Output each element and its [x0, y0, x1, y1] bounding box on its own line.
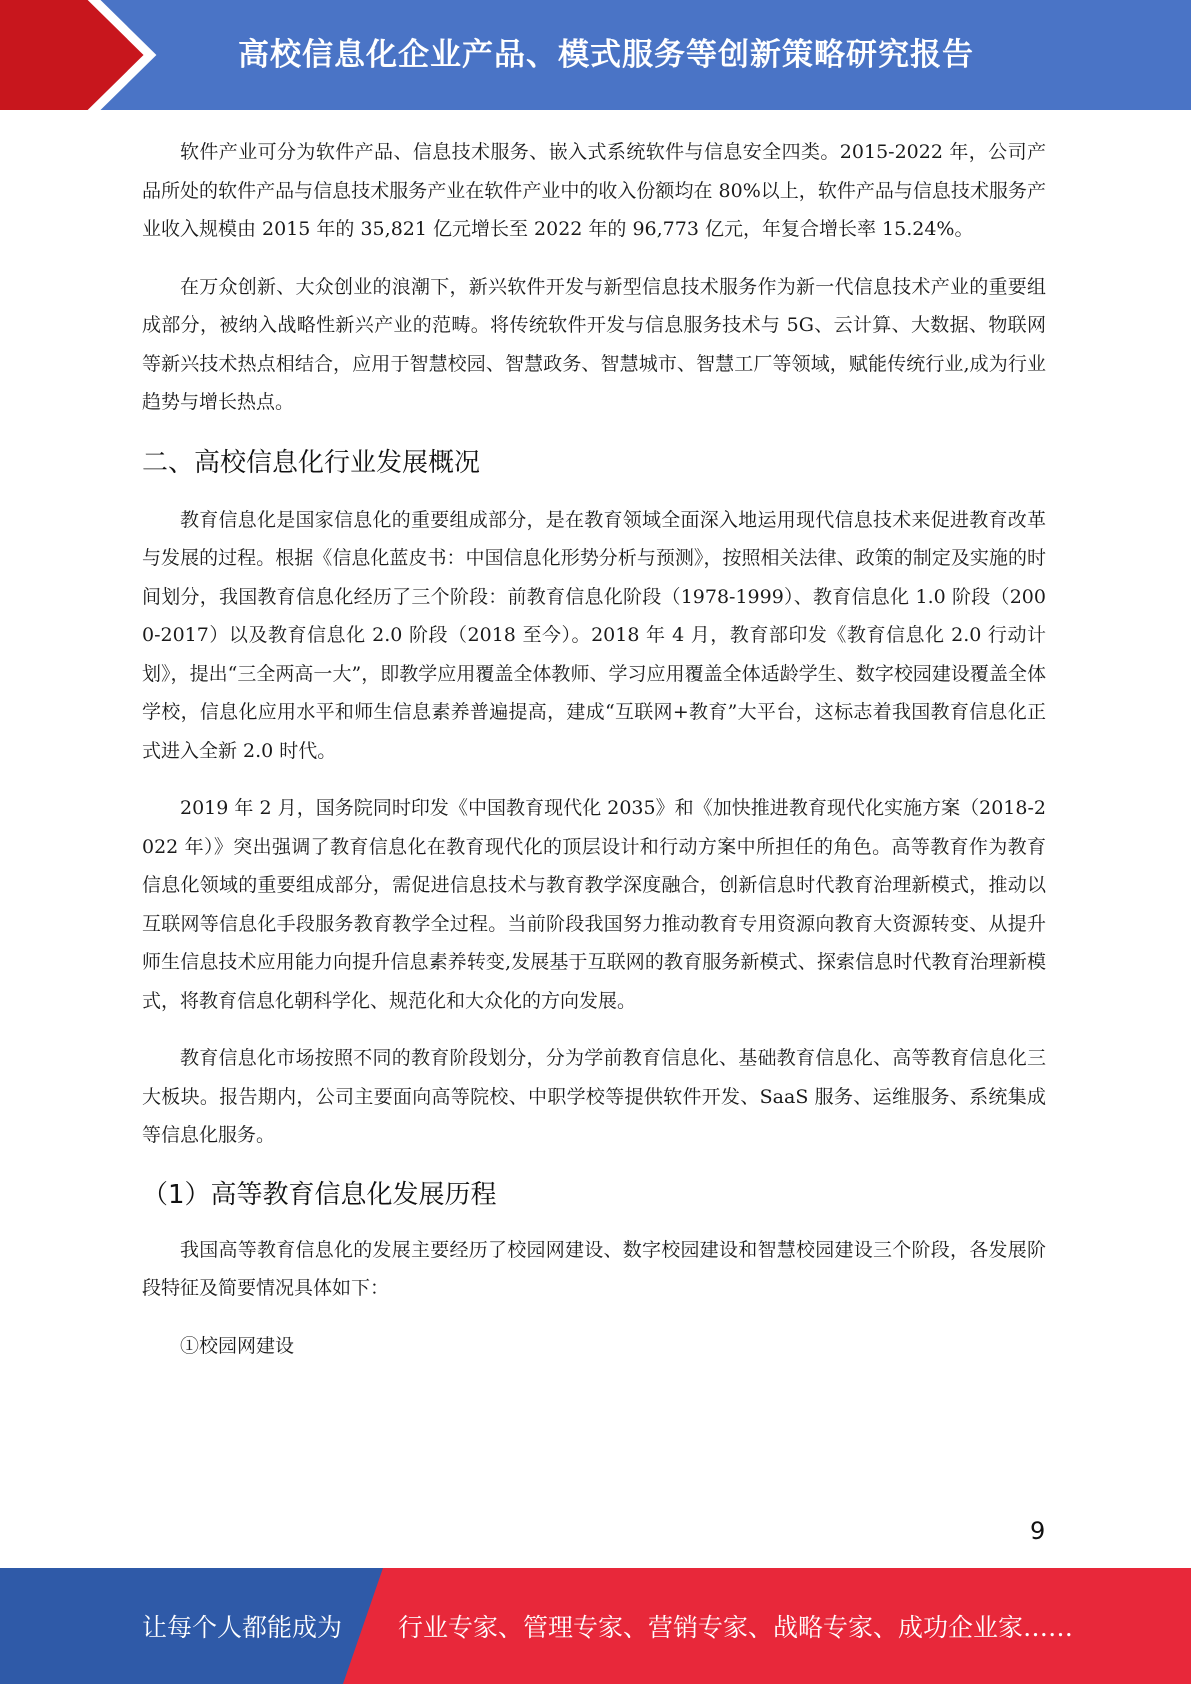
page-number: 9 — [1030, 1517, 1046, 1545]
document-body — [142, 133, 1046, 1365]
paragraph-education-modernization: 2019 年 2 月，国务院同时印发《中国教育现代化 2035》和《加快推进教育现代化实施方案（2018-2022 年）》突出强调了教育信息化在教育现代化的顶层设计和行动方案中所担任的角色。高等教育作为教育信息化领域的重要组成部分，需促进信息技术与教育教学深度融合，创新信息时代教育治理新模式，推动以互联网等信息化手段服务教育教学全过程。当前阶段我国努力推动教育专用资源向教育大资源转变、从提升师生信息技术应用能力向提升信息素养转变,发展基于互联网的教育服务新模式、探索信息时代教育治理新模式，将教育信息化朝科学化、规范化和大众化的方向发展。 — [142, 797, 1046, 1012]
paragraph-market-segments: 教育信息化市场按照不同的教育阶段划分，分为学前教育信息化、基础教育信息化、高等教育信息化三大板块。报告期内，公司主要面向高等院校、中职学校等提供软件开发、SaaS 服务、运维服务、系统集成等信息化服务。 — [142, 1047, 1046, 1146]
footer-slogan-left: 让每个人都能成为 — [142, 1613, 343, 1642]
document-title: 高校信息化企业产品、模式服务等创新策略研究报告 — [238, 37, 974, 73]
subsection-heading: （1）高等教育信息化发展历程 — [142, 1179, 497, 1210]
list-item-campus-network: ①校园网建设 — [180, 1334, 295, 1357]
page-header — [0, 0, 1191, 110]
footer-slogan-right: 行业专家、管理专家、营销专家、战略专家、成功企业家…… — [398, 1613, 1074, 1642]
page-footer — [0, 1568, 1191, 1684]
section-heading: 二、高校信息化行业发展概况 — [142, 447, 481, 478]
paragraph-software-industry: 软件产业可分为软件产品、信息技术服务、嵌入式系统软件与信息安全四类。2015-2022 年，公司产品所处的软件产品与信息技术服务产业在软件产业中的收入份额均在 80%以上，软件产品与信息技术服务产业收入规模由 2015 年的 35,821 亿元增长至 2022 年的 96,773 亿元，年复合增长率 15.24%。 — [142, 141, 1046, 240]
paragraph-emerging-software: 在万众创新、大众创业的浪潮下，新兴软件开发与新型信息技术服务作为新一代信息技术产业的重要组成部分，被纳入战略性新兴产业的范畴。将传统软件开发与信息服务技术与 5G、云计算、大数据、物联网等新兴技术热点相结合，应用于智慧校园、智慧政务、智慧城市、智慧工厂等领域，赋能传统行业,成为行业趋势与增长热点。 — [142, 275, 1046, 413]
paragraph-development-stages: 我国高等教育信息化的发展主要经历了校园网建设、数字校园建设和智慧校园建设三个阶段，各发展阶段特征及简要情况具体如下： — [142, 1238, 1046, 1299]
paragraph-education-informatization: 教育信息化是国家信息化的重要组成部分，是在教育领域全面深入地运用现代信息技术来促进教育改革与发展的过程。根据《信息化蓝皮书：中国信息化形势分析与预测》，按照相关法律、政策的制定及实施的时间划分，我国教育信息化经历了三个阶段：前教育信息化阶段（1978-1999）、教育信息化 1.0 阶段（2000-2017）以及教育信息化 2.0 阶段（2018 至今）。2018 年 4 月，教育部印发《教育信息化 2.0 行动计划》，提出“三全两高一大”，即教学应用覆盖全体教师、学习应用覆盖全体适龄学生、数字校园建设覆盖全体学校，信息化应用水平和师生信息素养普遍提高，建成“互联网+教育”大平台，这标志着我国教育信息化正式进入全新 2.0 时代。 — [142, 508, 1046, 762]
